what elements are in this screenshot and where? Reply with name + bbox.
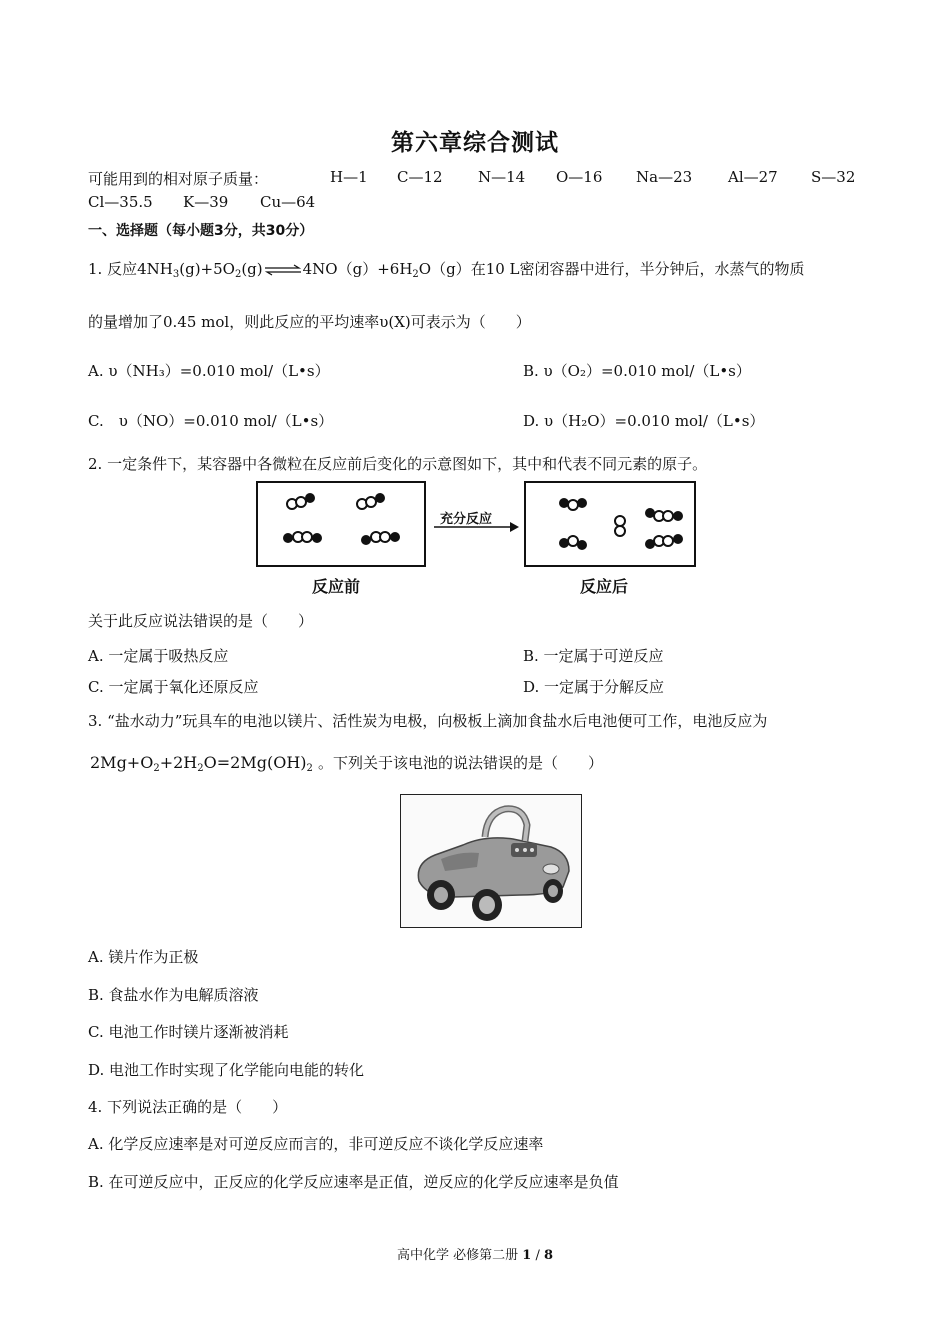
q3-option-d: D. 电池工作时实现了化学能向电能的转化 (88, 1061, 365, 1079)
label-before: 反应前 (312, 577, 361, 596)
atomic-mass-n: N—14 (478, 168, 526, 186)
arrow-label: 充分反应 (440, 512, 493, 527)
q1-option-b: B. υ（O₂）=0.010 mol/（L•s） (523, 362, 751, 380)
atomic-mass-na: Na—23 (636, 168, 693, 186)
q1-stem: 1. 反应$4NH_3(g)+5O_2(g)$ $4NO(g)+6H_2O(g)$在10 L密闭容器中进行，半分钟后，水蒸气的物质 (88, 260, 805, 280)
q2-question: 关于此反应说法错误的是（ ） (88, 612, 314, 630)
label-after: 反应后 (580, 577, 629, 596)
diagram-before-box (256, 481, 426, 567)
page-total: 8 (543, 1248, 554, 1263)
q1-line2: 的量增加了0.45 mol，则此反应的平均速率υ(X)可表示为（ ） (88, 313, 531, 331)
q2-option-b: B. 一定属于可逆反应 (523, 647, 664, 665)
q3-option-b: B. 食盐水作为电解质溶液 (88, 986, 259, 1004)
q3-stem: 3. “盐水动力”玩具车的电池以镁片、活性炭为电极，向极板上滴加食盐水后电池便可工作，电池反应为 (88, 712, 768, 730)
q4-stem: 4. 下列说法正确的是（ ） (88, 1098, 288, 1116)
atomic-mass-s: S—32 (811, 168, 856, 186)
diagram-after-box (524, 481, 696, 567)
q1-option-d: D. υ（H₂O）=0.010 mol/（L•s） (523, 412, 765, 430)
atomic-mass-cu: Cu—64 (260, 193, 316, 211)
q3-option-c: C. 电池工作时镁片逐渐被消耗 (88, 1023, 289, 1041)
atomic-mass-k: K—39 (183, 193, 229, 211)
atomic-mass-h: H—1 (330, 168, 368, 186)
atomic-masses-prefix: 可能用到的相对原子质量： (88, 170, 269, 188)
atomic-mass-o: O—16 (556, 168, 603, 186)
molecules-before-icon (258, 483, 424, 565)
q2-stem: 2. 一定条件下，某容器中各微粒在反应前后变化的示意图如下，其中和代表不同元素的原子。 (88, 455, 708, 473)
section-heading: 一、选择题（每小题3分，共30分） (88, 223, 314, 239)
equilibrium-arrow-icon (263, 263, 303, 277)
q3-option-a: A. 镁片作为正极 (88, 948, 199, 966)
q2-option-a: A. 一定属于吸热反应 (88, 647, 229, 665)
toy-car-image (400, 794, 582, 928)
page-footer: 高中化学 必修第二册 1 / 8 (396, 1248, 554, 1263)
page-title: 第六章综合测试 (391, 130, 559, 156)
atomic-mass-al: Al—27 (728, 168, 778, 186)
q3-equation: $2Mg+O_2+2H_2O=2Mg(OH)_2$ 。下列关于该电池的说法错误的是（ ） (90, 753, 603, 774)
toy-car-icon (401, 795, 581, 927)
q1-option-a: A. υ（NH₃）=0.010 mol/（L•s） (88, 362, 330, 380)
molecules-after-icon (526, 483, 694, 565)
q4-option-b: B. 在可逆反应中，正反应的化学反应速率是正值，逆反应的化学反应速率是负值 (88, 1173, 619, 1191)
atomic-mass-cl: Cl—35.5 (88, 193, 153, 211)
atomic-mass-c: C—12 (397, 168, 443, 186)
page-number: 1 (522, 1248, 532, 1263)
q2-option-c: C. 一定属于氧化还原反应 (88, 678, 259, 696)
q1-option-c: C. υ（NO）=0.010 mol/（L•s） (88, 412, 334, 430)
reaction-arrow-icon (432, 521, 520, 533)
q2-option-d: D. 一定属于分解反应 (523, 678, 665, 696)
q4-option-a: A. 化学反应速率是对可逆反应而言的，非可逆反应不谈化学反应速率 (88, 1135, 544, 1153)
